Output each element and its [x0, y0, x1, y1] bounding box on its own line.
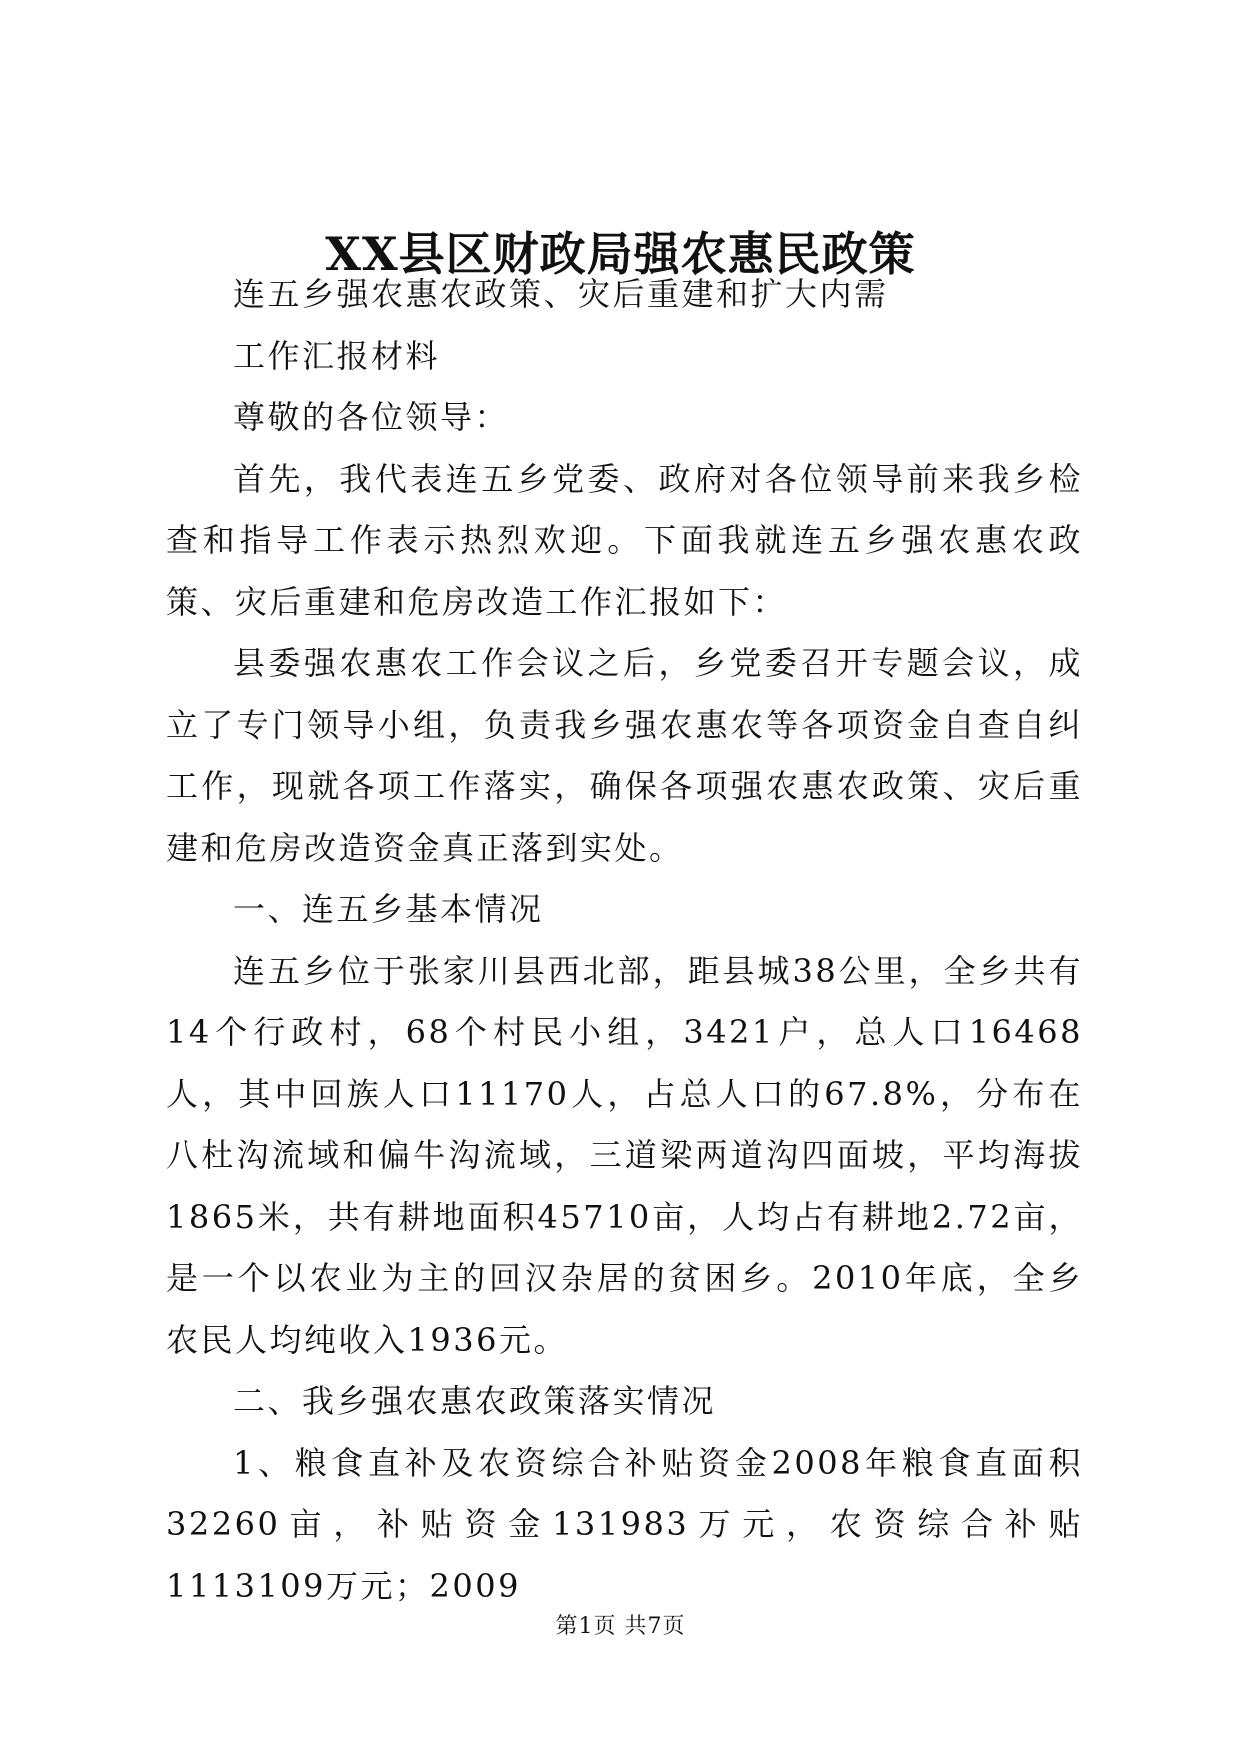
- page-footer: 第1页 共7页: [555, 1614, 686, 1639]
- document-title: XX县区财政局强农惠民政策: [325, 227, 916, 281]
- paragraph-subsidy: 1、粮食直补及农资综合补贴资金2008年粮食直面积32260亩，补贴资金131983万元，农资综合补贴1113109万元；2009: [166, 1443, 1083, 1605]
- paragraph-intro: 首先，我代表连五乡党委、政府对各位领导前来我乡检查和指导工作表示热烈欢迎。下面我就连五乡强农惠农政策、灾后重建和危房改造工作汇报如下：: [166, 459, 1083, 621]
- paragraph-salutation: 尊敬的各位领导：: [233, 398, 510, 436]
- document-body: [166, 264, 1083, 1617]
- paragraph-meeting: 县委强农惠农工作会议之后，乡党委召开专题会议，成立了专门领导小组，负责我乡强农惠农等各项资金自查自纠工作，现就各项工作落实，确保各项强农惠农政策、灾后重建和危房改造资金真正落到实处。: [166, 644, 1083, 867]
- section-heading-2: 二、我乡强农惠农政策落实情况: [233, 1382, 717, 1420]
- paragraph-subtitle-1: 连五乡强农惠农政策、灾后重建和扩大内需: [233, 275, 889, 313]
- paragraph-basic-info: 连五乡位于张家川县西北部，距县城38公里，全乡共有14个行政村，68个村民小组，3421户，总人口16468人，其中回族人口11170人，占总人口的67.8%，分布在八杜沟流域和偏牛沟流域，三道梁两道沟四面坡，平均海拔1865米，共有耕地面积45710亩，人均占有耕地2.72亩，是一个以农业为主的回汉杂居的贫困乡。2010年底，全乡农民人均纯收入1936元。: [166, 951, 1083, 1359]
- paragraph-subtitle-2: 工作汇报材料: [233, 336, 441, 375]
- section-heading-1: 一、连五乡基本情况: [233, 890, 544, 928]
